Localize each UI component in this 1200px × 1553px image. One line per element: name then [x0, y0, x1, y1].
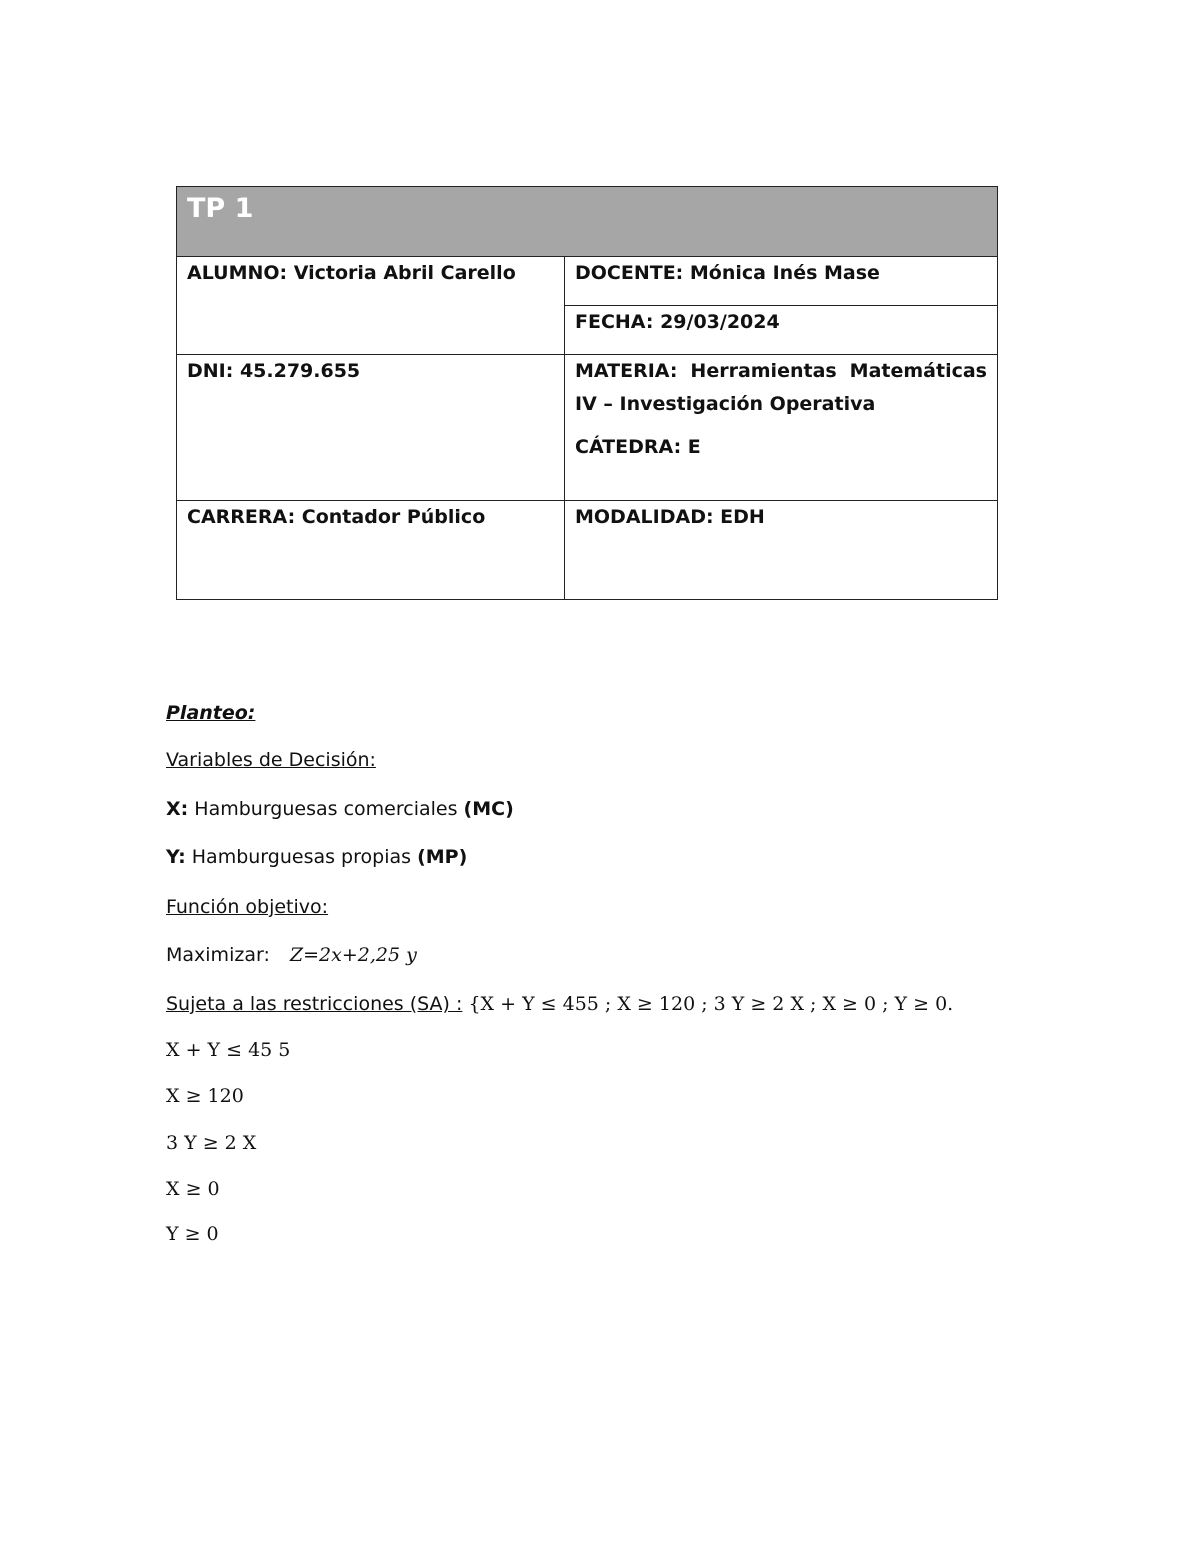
fecha-field: FECHA: 29/03/2024 — [575, 311, 780, 333]
materia-cell — [565, 355, 998, 501]
constraints-heading: Sujeta a las restricciones (SA) : — [166, 993, 463, 1015]
variable-y-symbol: Y: — [166, 846, 186, 868]
variable-x-line — [166, 797, 514, 821]
catedra-field: CÁTEDRA: E — [575, 436, 701, 458]
header-table — [176, 186, 998, 600]
constraint-1: X + Y ≤ 45 5 — [166, 1039, 291, 1061]
alumno-field: ALUMNO: Victoria Abril Carello — [187, 262, 516, 284]
constraint-5: Y ≥ 0 — [166, 1223, 219, 1245]
document-title: TP 1 — [177, 187, 998, 257]
materia-field: MATERIA: Herramientas Matemáticas IV – Investigación Operativa — [575, 360, 987, 415]
modalidad-field: MODALIDAD: EDH — [575, 506, 765, 528]
constraint-4: X ≥ 0 — [166, 1178, 220, 1200]
carrera-field: CARRERA: Contador Público — [187, 506, 486, 528]
alumno-cell — [177, 257, 565, 355]
carrera-cell — [177, 501, 565, 600]
variable-x-tag: (MC) — [463, 798, 514, 820]
objective-function: Z=2x+2,25 y — [289, 944, 417, 966]
dni-cell — [177, 355, 565, 501]
variable-y-tag: (MP) — [417, 846, 468, 868]
planteo-heading: Planteo: — [166, 702, 256, 724]
constraint-3: 3 Y ≥ 2 X — [166, 1132, 257, 1154]
modalidad-cell — [565, 501, 998, 600]
dni-field: DNI: 45.279.655 — [187, 360, 361, 382]
variable-x-description: Hamburguesas comerciales — [188, 798, 464, 820]
maximize-label: Maximizar: — [166, 944, 270, 966]
constraints-inline: {X + Y ≤ 455 ; X ≥ 120 ; 3 Y ≥ 2 X ; X ≥ 0 ; Y ≥ 0. — [468, 993, 954, 1015]
objective-line — [166, 943, 417, 967]
docente-cell — [565, 257, 998, 306]
fecha-cell — [565, 306, 998, 355]
docente-field: DOCENTE: Mónica Inés Mase — [575, 262, 880, 284]
objective-heading: Función objetivo: — [166, 896, 329, 918]
variables-heading: Variables de Decisión: — [166, 749, 376, 771]
constraints-line — [166, 992, 953, 1016]
variable-y-line — [166, 845, 467, 869]
constraint-2: X ≥ 120 — [166, 1085, 244, 1107]
variable-x-symbol: X: — [166, 798, 189, 820]
variable-y-description: Hamburguesas propias — [185, 846, 418, 868]
